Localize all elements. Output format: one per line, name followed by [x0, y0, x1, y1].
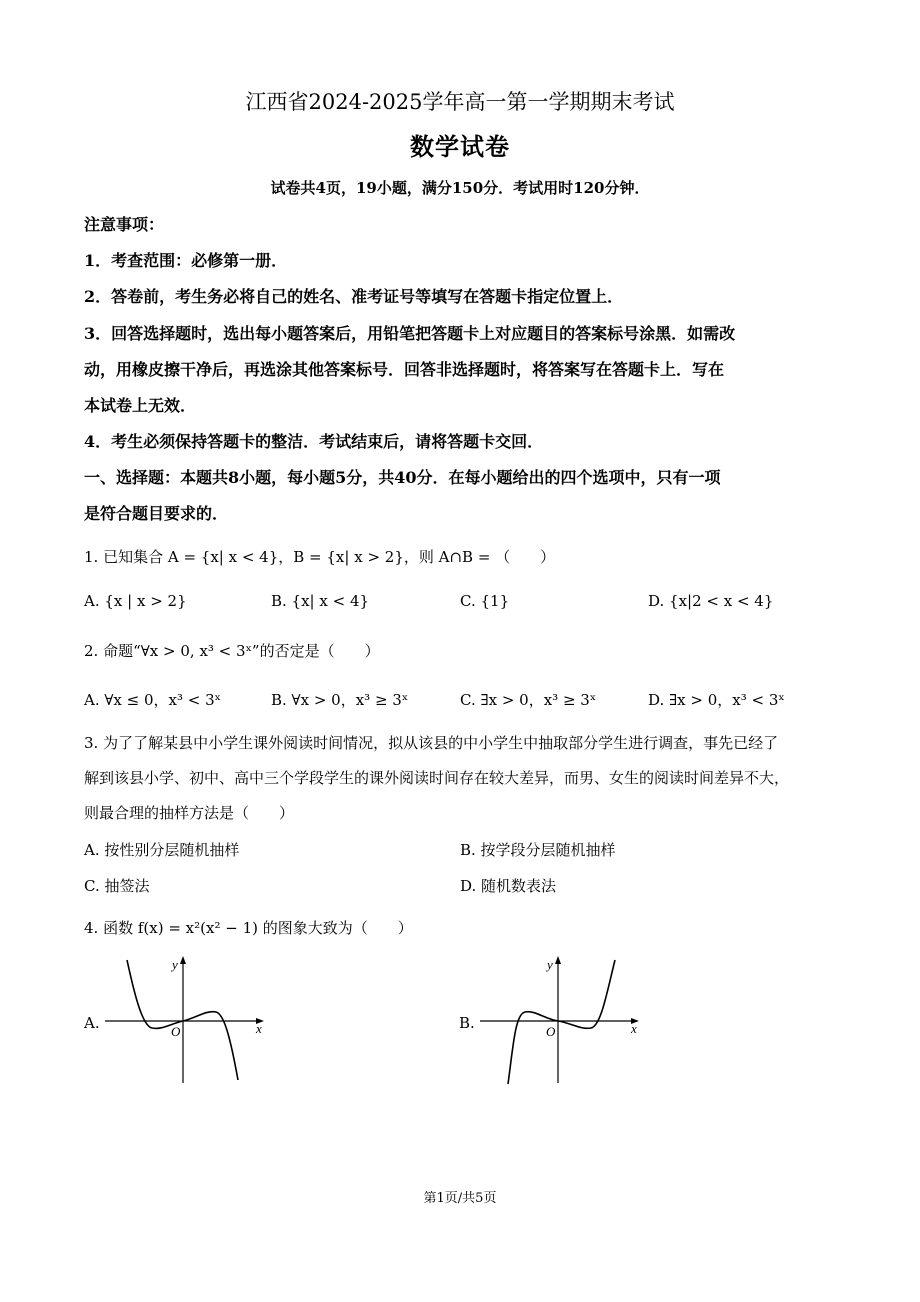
section-heading: 一、选择题：本题共8小题，每小题5分，共40分．在每小题给出的四个选项中，只有一项 [84, 468, 721, 487]
notice-item: 1．考查范围：必修第一册． [84, 251, 288, 270]
q3-option-d: D. 随机数表法 [460, 877, 557, 895]
question-3-line: 3. 为了了解某县中小学生课外阅读时间情况，拟从该县的中小学生中抽取部分学生进行调查，事先已经了 [84, 734, 779, 752]
q2-option-d: D. ∃x > 0，x³ < 3ˣ [648, 691, 785, 709]
notice-item: 3．回答选择题时，选出每小题答案后，用铅笔把答题卡上对应题目的答案标号涂黑．如需改 [84, 324, 736, 343]
exam-title: 江西省2024-2025学年高一第一学期期末考试 [245, 90, 675, 114]
q3-option-c: C. 抽签法 [84, 877, 150, 895]
q1-option-d: D. {x|2 < x < 4} [648, 592, 774, 610]
y-axis-label: y [547, 957, 553, 972]
q4-graph-b [475, 952, 650, 1087]
question-2-stem: 2. 命题“∀x > 0, x³ < 3ˣ”的否定是（ ） [84, 642, 380, 660]
origin-label: O [171, 1024, 181, 1039]
q3-option-b: B. 按学段分层随机抽样 [460, 841, 616, 859]
notice-item: 4．考生必须保持答题卡的整洁．考试结束后，请将答题卡交回． [84, 432, 544, 451]
question-3-line: 则最合理的抽样方法是（ ） [84, 804, 295, 822]
q4-graph-a [100, 952, 275, 1087]
x-axis-label: x [256, 1021, 262, 1036]
q2-option-b: B. ∀x > 0，x³ ≥ 3ˣ [271, 691, 409, 709]
subject-title: 数学试卷 [410, 132, 510, 161]
x-axis-label: x [631, 1021, 637, 1036]
notice-heading: 注意事项： [84, 215, 165, 234]
q1-option-b: B. {x| x < 4} [271, 592, 370, 610]
question-1-stem: 1. 已知集合 A = {x| x < 4}，B = {x| x > 2}，则 A∩B = （ ） [84, 548, 556, 566]
origin-label: O [546, 1024, 556, 1039]
question-4-stem: 4. 函数 f(x) = x²(x² − 1) 的图象大致为（ ） [84, 919, 413, 937]
notice-item: 2．答卷前，考生务必将自己的姓名、准考证号等填写在答题卡指定位置上． [84, 287, 624, 306]
q4-option-b-label: B. [459, 1014, 475, 1032]
section-heading-cont: 是符合题目要求的． [84, 504, 229, 523]
q2-option-a: A. ∀x ≤ 0，x³ < 3ˣ [84, 691, 222, 709]
exam-info: 试卷共4页，19小题，满分150分．考试用时120分钟． [270, 179, 650, 197]
q1-option-c: C. {1} [460, 592, 510, 610]
q3-option-a: A. 按性别分层随机抽样 [84, 841, 240, 859]
q4-option-a-label: A. [84, 1014, 100, 1032]
q2-option-c: C. ∃x > 0，x³ ≥ 3ˣ [460, 691, 597, 709]
page-footer: 第1页/共5页 [423, 1191, 497, 1206]
y-axis-label: y [172, 957, 178, 972]
question-3-line: 解到该县小学、初中、高中三个学段学生的课外阅读时间存在较大差异，而男、女生的阅读时间差异不大， [84, 769, 790, 787]
q1-option-a: A. {x | x > 2} [84, 592, 187, 610]
notice-item: 本试卷上无效． [84, 396, 197, 415]
notice-item: 动，用橡皮擦干净后，再选涂其他答案标号．回答非选择题时，将答案写在答题卡上．写在 [84, 360, 725, 379]
